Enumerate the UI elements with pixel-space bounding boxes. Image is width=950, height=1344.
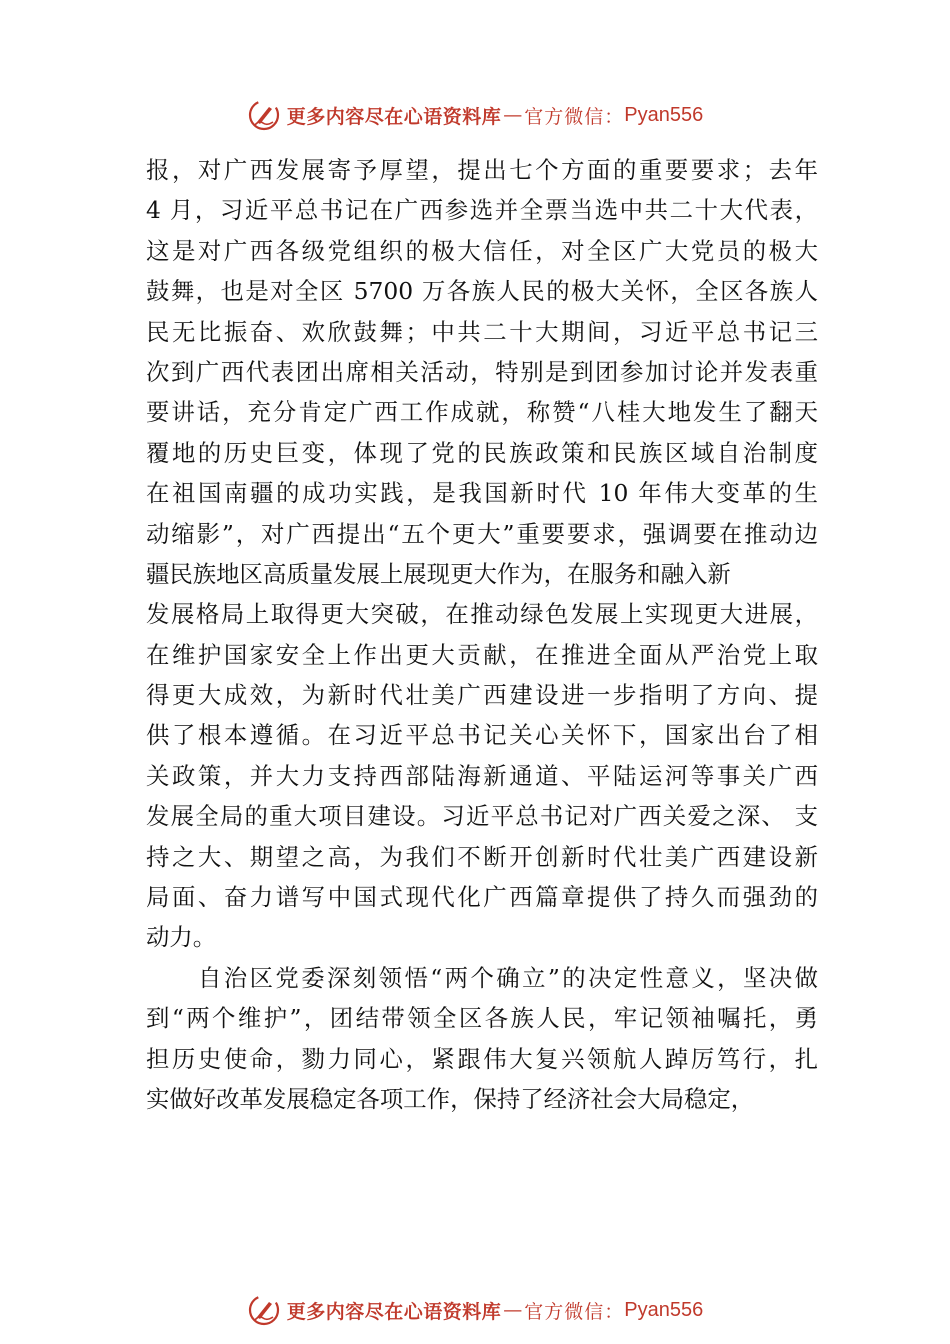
document-body (146, 150, 818, 1119)
body-line: 在祖国南疆的成功实践，是我国新时代 10 年伟大变革的生 (146, 479, 818, 508)
body-line-paragraph-start: 自治区党委深刻领悟“两个确立”的决定性意义，坚决做 (198, 963, 818, 992)
body-line: 鼓舞，也是对全区 5700 万各族人民的极大关怀，全区各族人 (146, 277, 818, 306)
header-brand-text: 更多内容尽在心语资料库 (286, 105, 502, 128)
body-line: 这是对广西各级党组织的极大信任，对全区广大党员的极大 (146, 236, 818, 265)
footer-brand-text: 更多内容尽在心语资料库 (286, 1300, 502, 1323)
pen-swirl-logo-icon (247, 1293, 281, 1327)
body-line: 在维护国家安全上作出更大贡献，在推进全面从严治党上取 (146, 640, 818, 669)
body-line: 覆地的历史巨变，体现了党的民族政策和民族区域自治制度 (146, 438, 818, 467)
body-line: 要讲话，充分肯定广西工作成就，称赞“八桂大地发生了翻天 (146, 398, 818, 427)
body-line: 供了根本遵循。在习近平总书记关心关怀下，国家出台了相 (146, 721, 818, 750)
body-line: 次到广西代表团出席相关活动，特别是到团参加讨论并发表重 (146, 357, 818, 386)
header-banner (0, 95, 950, 135)
body-line: 民无比振奋、欢欣鼓舞；中共二十大期间，习近平总书记三 (146, 317, 818, 346)
header-separator: — (503, 104, 523, 126)
pen-swirl-logo-icon (247, 98, 281, 132)
body-line: 4 月，习近平总书记在广西参选并全票当选中共二十大代表， (146, 196, 818, 225)
footer-banner (0, 1290, 950, 1330)
body-line: 持之大、期望之高，为我们不断开创新时代壮美广西建设新 (146, 842, 818, 871)
body-line: 到“两个维护”，团结带领全区各族人民，牢记领袖嘱托，勇 (146, 1004, 818, 1033)
body-line: 关政策，并大力支持西部陆海新通道、平陆运河等事关广西 (146, 761, 818, 790)
body-line: 局面、奋力谱写中国式现代化广西篇章提供了持久而强劲的 (146, 883, 818, 912)
footer-wechat-label: 官方微信： (524, 1300, 625, 1323)
footer-wechat-id: Pyan556 (624, 1298, 704, 1321)
header-wechat-id: Pyan556 (624, 103, 704, 126)
footer-separator: — (503, 1299, 523, 1321)
body-line: 担历史使命，勠力同心，紧跟伟大复兴领航人踔厉笃行，扎 (146, 1044, 818, 1073)
body-line: 动缩影”，对广西提出“五个更大”重要要求，强调要在推动边 (146, 519, 818, 548)
body-line: 动力。 (146, 923, 217, 952)
body-line: 报，对广西发展寄予厚望，提出七个方面的重要要求；去年 (146, 156, 818, 184)
body-line: 实做好改革发展稳定各项工作，保持了经济社会大局稳定， (146, 1084, 755, 1113)
header-wechat-label: 官方微信： (524, 105, 625, 128)
body-line: 得更大成效，为新时代壮美广西建设进一步指明了方向、提 (146, 681, 818, 710)
body-line: 疆民族地区高质量发展上展现更大作为，在服务和融入新 (146, 559, 731, 588)
body-line: 发展全局的重大项目建设。习近平总书记对广西关爱之深、 支 (146, 802, 818, 831)
body-line: 发展格局上取得更大突破，在推动绿色发展上实现更大进展， (146, 600, 818, 629)
